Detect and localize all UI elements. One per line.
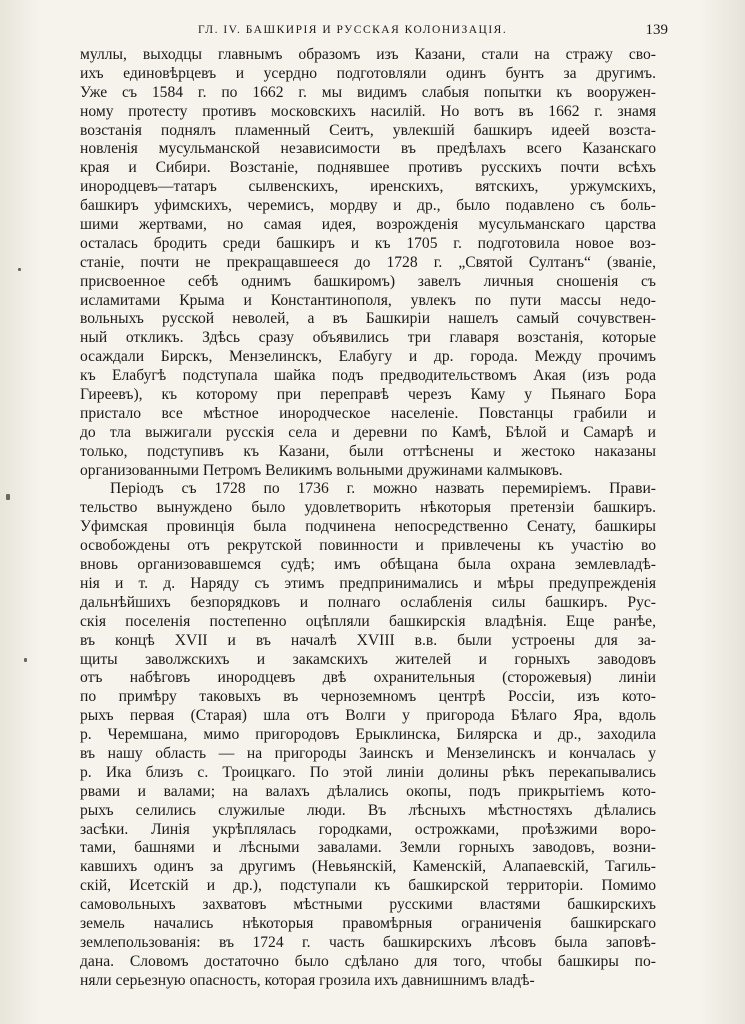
text-line: Гиреевъ), къ которому при переправѣ черезъ Каму у Пьянаго Бора bbox=[80, 386, 656, 404]
page-number: 139 bbox=[645, 22, 668, 38]
text-line: кавшихъ одинъ за другимъ (Невьянскій, Каменскій, Алапаевскій, Тагиль- bbox=[80, 858, 656, 876]
text-line: нія и т. д. Наряду съ этимъ предпринимались и мѣры предупрежденія bbox=[80, 574, 656, 592]
margin-speck bbox=[18, 268, 21, 271]
text-line: р. Черемшана, мимо пригородовъ Ерыклинска, Билярска и др., заходила bbox=[80, 726, 656, 744]
text-line: освобождены отъ рекрутской повинности и привлечены къ участію во bbox=[80, 537, 656, 555]
text-line: къ Елабугѣ подступала шайка подъ предводительствомъ Акая (изъ рода bbox=[80, 367, 656, 385]
text-line: башкиръ уфимскихъ, черемисъ, мордву и др., было подавлено съ боль- bbox=[80, 197, 656, 215]
text-line: засѣки. Линія укрѣплялась городками, острожками, проѣзжими воро- bbox=[80, 820, 656, 838]
text-line: р. Ика близъ с. Троицкаго. По этой линіи долины рѣкъ перекапывались bbox=[80, 763, 656, 781]
text-line: исламитами Крыма и Константинополя, увлекъ по пути массы недо- bbox=[80, 291, 656, 309]
text-line: пристало все мѣстное инородческое населеніе. Повстанцы грабили и bbox=[80, 404, 656, 422]
text-line: дальнѣйшихъ безпорядковъ и полнаго ослабленія силы башкиръ. Рус- bbox=[80, 593, 656, 611]
text-line: скій, Исетскій и др.), подступали къ башкирской территоріи. Помимо bbox=[80, 877, 656, 895]
text-line: присвоенное себѣ однимъ башкиромъ) завелъ личныя сношенія съ bbox=[80, 272, 656, 290]
text-line: по примѣру таковыхъ въ черноземномъ центрѣ Россіи, изъ кото- bbox=[80, 688, 656, 706]
text-line: самовольныхъ захватовъ мѣстными русскими властями башкирскихъ bbox=[80, 896, 656, 914]
text-line: рыхъ селились служилые люди. Въ лѣсныхъ мѣстностяхъ дѣлались bbox=[80, 801, 656, 819]
text-line: станіе, почти не прекращавшееся до 1728 г. „Святой Султанъ“ (званіе, bbox=[80, 253, 656, 271]
text-line: ный откликъ. Здѣсь сразу объявились три главаря возстанія, которые bbox=[80, 329, 656, 347]
page-header bbox=[78, 22, 668, 46]
text-line: Уфимская провинція была подчинена непосредственно Сенату, башкиры bbox=[80, 518, 656, 536]
text-line: отъ набѣговъ инородцевъ двѣ охранительныя (сторожевыя) линіи bbox=[80, 669, 656, 687]
body-text bbox=[80, 46, 656, 991]
text-line: ному протесту противъ московскихъ насилій. Но вотъ въ 1662 г. знамя bbox=[80, 102, 656, 120]
text-line: новленія мусульманской независимости въ предѣлахъ всего Казанскаго bbox=[80, 140, 656, 158]
text-line: осталась бродить среди башкиръ и къ 1705 г. подготовила новое воз- bbox=[80, 234, 656, 252]
text-line: муллы, выходцы главнымъ образомъ изъ Казани, стали на стражу сво- bbox=[80, 46, 656, 63]
text-line: щиты заволжскихъ и закамскихъ жителей и горныхъ заводовъ bbox=[80, 650, 656, 668]
text-line: Періодъ съ 1728 по 1736 г. можно назвать перемиріемъ. Прави- bbox=[110, 480, 656, 498]
text-line: инородцевъ—татаръ сылвенскихъ, иренскихъ, вятскихъ, уржумскихъ, bbox=[80, 178, 656, 196]
text-line: ихъ единовѣрцевъ и усердно подготовляли одинъ бунтъ за другимъ. bbox=[80, 64, 656, 82]
text-line: тельство вынуждено было удовлетворить нѣкоторыя претензіи башкиръ. bbox=[80, 499, 656, 517]
text-line: края и Сибири. Возстаніе, поднявшее противъ русскихъ почти всѣхъ bbox=[80, 159, 656, 177]
text-line: въ концѣ XVII и въ началѣ XVIII в.в. были устроены для за- bbox=[80, 631, 656, 649]
margin-speck bbox=[24, 658, 27, 662]
text-line: Уже съ 1584 г. по 1662 г. мы видимъ слабыя попытки къ вооружен- bbox=[80, 83, 656, 101]
text-line: тами, башнями и лѣсными завалами. Земли горныхъ заводовъ, возни- bbox=[80, 839, 656, 857]
text-line: земель начались нѣкоторыя правомѣрныя ограниченія башкирскаго bbox=[80, 914, 656, 932]
text-line: вновь организовавшемся судѣ; имъ обѣщана была охрана землевладѣ- bbox=[80, 556, 656, 574]
margin-speck bbox=[6, 494, 10, 500]
text-line: возстанія поднялъ пламенный Сеитъ, увлекшій башкиръ идеей возста- bbox=[80, 121, 656, 139]
text-line: вольныхъ русской неволей, а въ Башкиріи нашелъ самый сочувствен- bbox=[80, 310, 656, 328]
text-line: дана. Словомъ достаточно было сдѣлано для того, чтобы башкиры по- bbox=[80, 952, 656, 970]
text-line: няли серьезную опасность, которая грозила ихъ давнишнимъ владѣ- bbox=[80, 971, 535, 989]
text-line: шими жертвами, но самая идея, возрожденія мусульманскаго царства bbox=[80, 216, 656, 234]
text-line: въ нашу область — на пригороды Заинскъ и Мензелинскъ и кончалась у bbox=[80, 744, 656, 762]
text-line: рвами и валами; на валахъ дѣлались окопы, подъ прикрытіемъ кото- bbox=[80, 782, 656, 800]
running-title: ГЛ. IV. БАШКИРІЯ И РУССКАЯ КОЛОНИЗАЦІЯ. bbox=[198, 24, 508, 36]
text-line: организованными Петромъ Великимъ вольными дружинами калмыковъ. bbox=[80, 461, 563, 479]
text-line: осаждали Бирскъ, Мензелинскъ, Елабугу и др. города. Между прочимъ bbox=[80, 348, 656, 366]
text-line: землепользованія: въ 1724 г. часть башкирскихъ лѣсовъ была заповѣ- bbox=[80, 933, 656, 951]
text-line: до тла выжигали русскія села и деревни по Камѣ, Бѣлой и Самарѣ и bbox=[80, 423, 656, 441]
text-line: скія поселенія постепенно оцѣпляли башкирскія владѣнія. Еще ранѣе, bbox=[80, 612, 656, 630]
text-line: только, подступивъ къ Казани, были оттѣснены и жестоко наказаны bbox=[80, 442, 656, 460]
text-line: рыхъ первая (Старая) шла отъ Волги у пригорода Бѣлаго Яра, вдоль bbox=[80, 707, 656, 725]
